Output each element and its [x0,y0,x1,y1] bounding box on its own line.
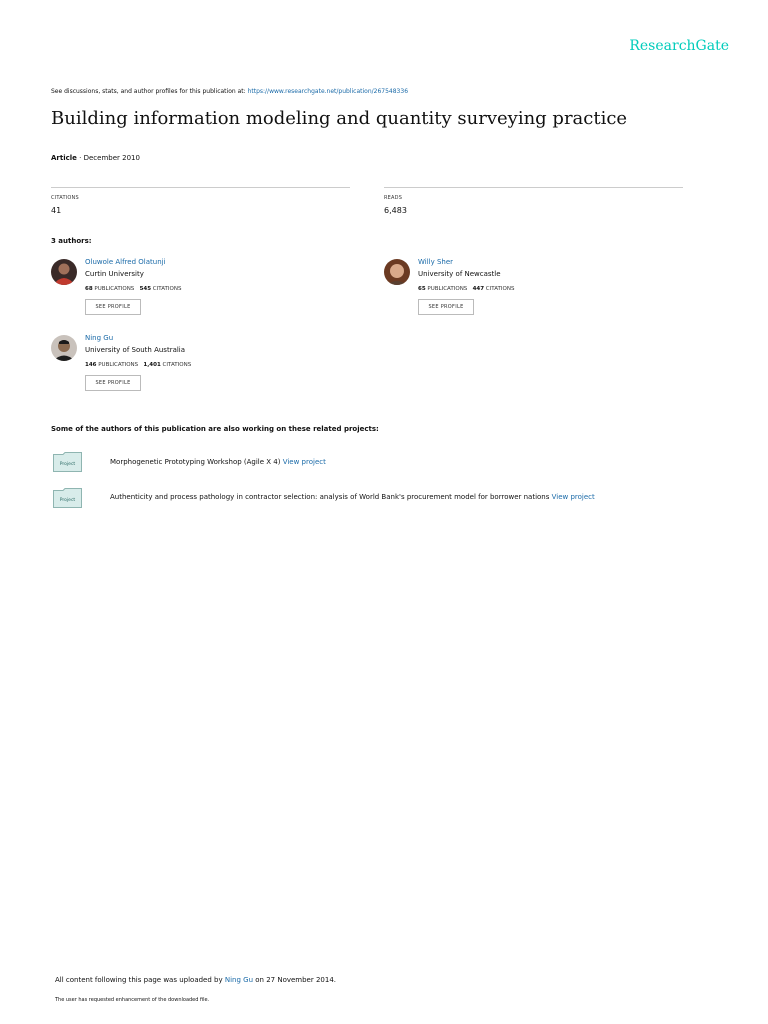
project-folder-icon [53,452,82,472]
publications-count: 65 [418,286,426,292]
discussion-line [51,88,408,95]
view-project-link[interactable]: View project [551,493,595,501]
divider-reads [384,187,683,188]
publication-type: Article [51,154,77,162]
author-institution: Curtin University [85,270,144,278]
citations-label: CITATIONS [152,286,182,292]
project-icon-label: Project [59,498,76,503]
citations-label: CITATIONS [51,195,79,201]
author-name-link[interactable]: Oluwole Alfred Olatunji [85,258,166,266]
publication-meta [51,154,140,162]
publication-link[interactable]: https://www.researchgate.net/publication/267548336 [247,88,409,95]
citations-label: CITATIONS [485,286,515,292]
author-stats [85,286,181,292]
citations-label: CITATIONS [162,362,192,368]
upload-date: on 27 November 2014. [255,976,337,984]
researchgate-logo[interactable]: ResearchGate [629,38,729,54]
publication-date: · December 2010 [79,154,140,162]
author-name-link[interactable]: Ning Gu [85,334,114,342]
upload-prefix: All content following this page was uploaded by [55,976,223,984]
author-card [384,259,684,321]
citations-count: 545 [139,286,152,292]
reads-count: 6,483 [384,206,407,215]
authors-heading: 3 authors: [51,237,92,245]
upload-note [55,976,336,984]
publication-title: Building information modeling and quantity surveying practice [51,108,628,129]
author-avatar[interactable] [51,259,77,285]
see-profile-button[interactable]: SEE PROFILE [85,299,141,315]
see-profile-button[interactable]: SEE PROFILE [85,375,141,391]
divider-citations [51,187,350,188]
uploader-link[interactable]: Ning Gu [224,976,254,984]
project-title: Authenticity and process pathology in contractor selection: analysis of World Bank's procurement model for borrower nations [110,493,550,501]
publications-label: PUBLICATIONS [98,362,139,368]
project-title: Morphogenetic Prototyping Workshop (Agile X 4) [110,458,281,466]
enhancement-note: The user has requested enhancement of the downloaded file. [55,997,210,1003]
related-projects-heading: Some of the authors of this publication are also working on these related projects: [51,425,379,433]
author-institution: University of Newcastle [418,270,501,278]
view-project-link[interactable]: View project [282,458,326,466]
author-stats [418,286,514,292]
publications-count: 68 [85,286,93,292]
project-icon-label: Project [59,462,76,467]
author-institution: University of South Australia [85,346,186,354]
author-avatar[interactable] [384,259,410,285]
publications-count: 146 [85,362,97,368]
author-card [51,259,351,321]
publications-label: PUBLICATIONS [427,286,468,292]
citations-count: 41 [51,206,62,215]
citations-count: 447 [472,286,485,292]
author-card [51,335,351,397]
project-folder-icon [53,488,82,508]
author-avatar[interactable] [51,335,77,361]
publications-label: PUBLICATIONS [94,286,135,292]
citations-count: 1,401 [143,362,161,368]
project-item [110,493,595,501]
discussion-text: See discussions, stats, and author profiles for this publication at: [51,88,246,95]
author-stats [85,362,191,368]
project-item [110,458,326,466]
see-profile-button[interactable]: SEE PROFILE [418,299,474,315]
reads-label: READS [384,195,403,201]
author-name-link[interactable]: Willy Sher [418,258,454,266]
